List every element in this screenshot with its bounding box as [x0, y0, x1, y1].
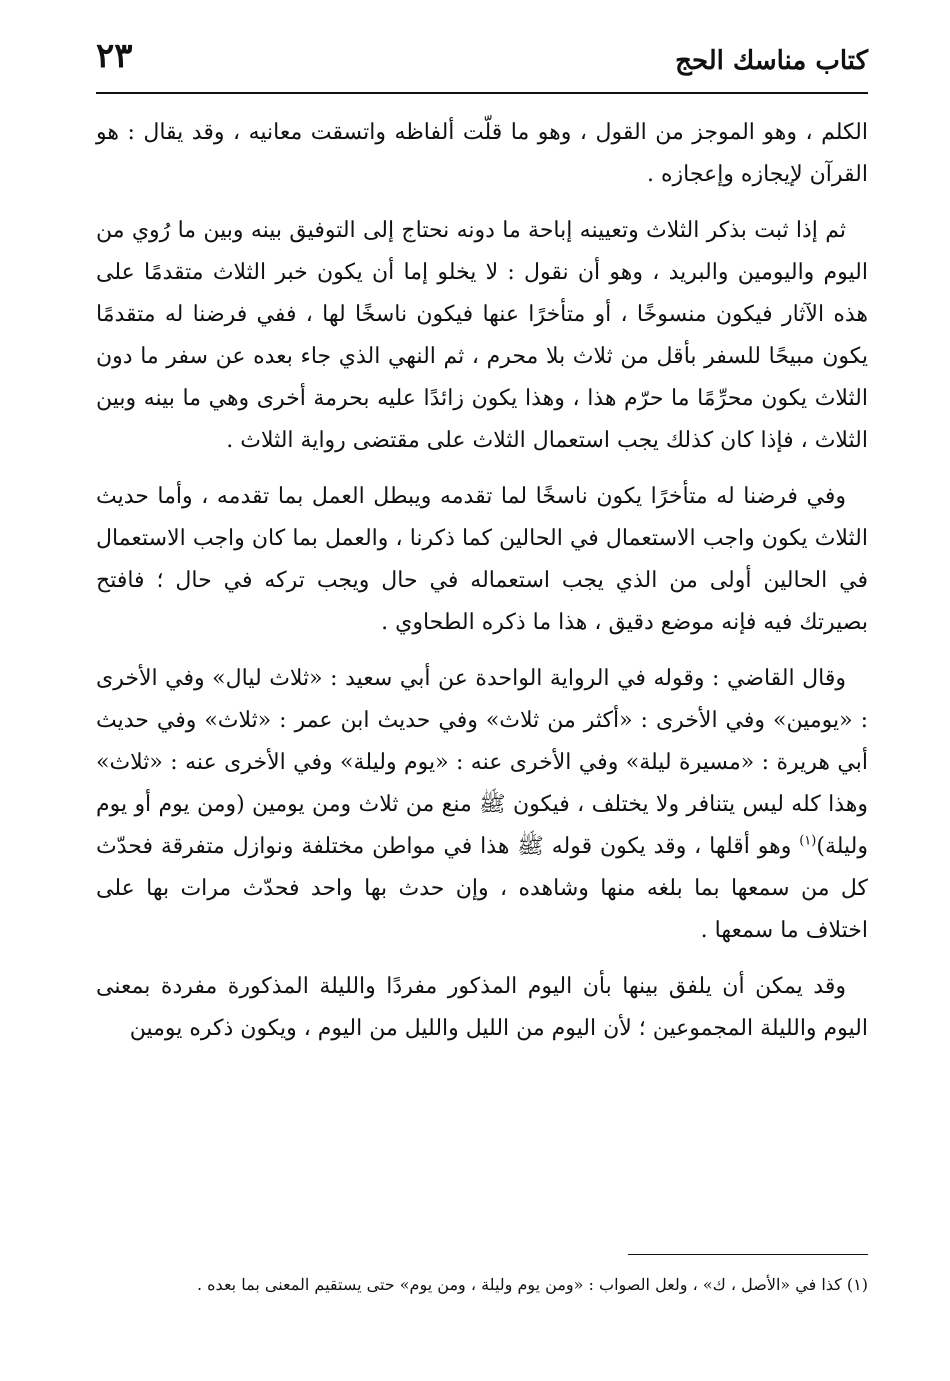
paragraph-4-text-a: وقال القاضي : وقوله في الرواية الواحدة عن أبي سعيد : «ثلاث ليال» وفي الأخرى : «يومين» وفي الأخرى : «أكثر من ثلاث» وفي حديث ابن عمر : «ثلاث» وفي حديث أبي هريرة : «مسيرة ليلة» وفي الأخرى عنه : «يوم وليلة» وفي الأخرى عنه : «ثلاث» وهذا كله ليس يتنافر ولا يختلف ، فيكون ﷺ منع من ثلاث ومن يومين (ومن يوم أو يوم وليلة) [96, 666, 868, 859]
main-text [96, 112, 868, 1050]
footnote: (١) كذا في «الأصل ، ك» ، ولعل الصواب : «ومن يوم وليلة ، ومن يوم» حتى يستقيم المعنى بما بعده . [197, 1275, 868, 1294]
page-header [96, 34, 868, 94]
paragraph-4-text-b: وهو أقلها ، وقد يكون قوله ﷺ هذا في مواطن مختلفة ونوازل متفرقة فحدّث كل من سمعها بما بلغه منها وشاهده ، وإن حدث بها واحد فحدّث مرات بها على اختلاف ما سمعها . [96, 834, 868, 943]
paragraph-3: وفي فرضنا له متأخرًا يكون ناسخًا لما تقدمه ويبطل العمل بما تقدمه ، وأما حديث الثلاث يكون واجب الاستعمال في الحالين كما ذكرنا ، والعمل بما كان واجب الاستعمال في الحالين أولى من الذي يجب استعماله في حال ويجب تركه في حال ؛ فافتح بصيرتك فيه فإنه موضع دقيق ، هذا ما ذكره الطحاوي . [96, 484, 868, 635]
paragraph-2: ثم إذا ثبت بذكر الثلاث وتعيينه إباحة ما دونه نحتاج إلى التوفيق بينه وبين ما رُوي من اليوم واليومين والبريد ، وهو أن نقول : لا يخلو إما أن يكون خبر الثلاث متقدمًا على هذه الآثار فيكون منسوخًا ، أو متأخرًا عنها فيكون ناسخًا لها ، ففي فرضنا له متقدمًا يكون مبيحًا للسفر بأقل من ثلاث بلا محرم ، ثم النهي الذي جاء بعده عن سفر ما دون الثلاث يكون محرِّمًا ما حرّم هذا ، وهذا يكون زائدًا عليه بحرمة أخرى وهي ما بينه وبين الثلاث ، فإذا كان كذلك يجب استعمال الثلاث على مقتضى رواية الثلاث . [96, 218, 869, 453]
footnote-marker: (١) [799, 833, 817, 849]
running-title: كتاب مناسك الحج [675, 46, 868, 76]
paragraph-4 [96, 658, 868, 952]
paragraph-1: الكلم ، وهو الموجز من القول ، وهو ما قلّت ألفاظه واتسقت معانيه ، وقد يقال : هو القرآن لإيجازه وإعجازه . [96, 120, 868, 187]
page-number: ٢٣ [96, 36, 133, 76]
paragraph-5: وقد يمكن أن يلفق بينها بأن اليوم المذكور مفردًا والليلة المذكورة مفردة بمعنى اليوم والليلة المجموعين ؛ لأن اليوم من الليل والليل من اليوم ، ويكون ذكره يومين [96, 974, 868, 1041]
footnote-divider [628, 1254, 868, 1255]
